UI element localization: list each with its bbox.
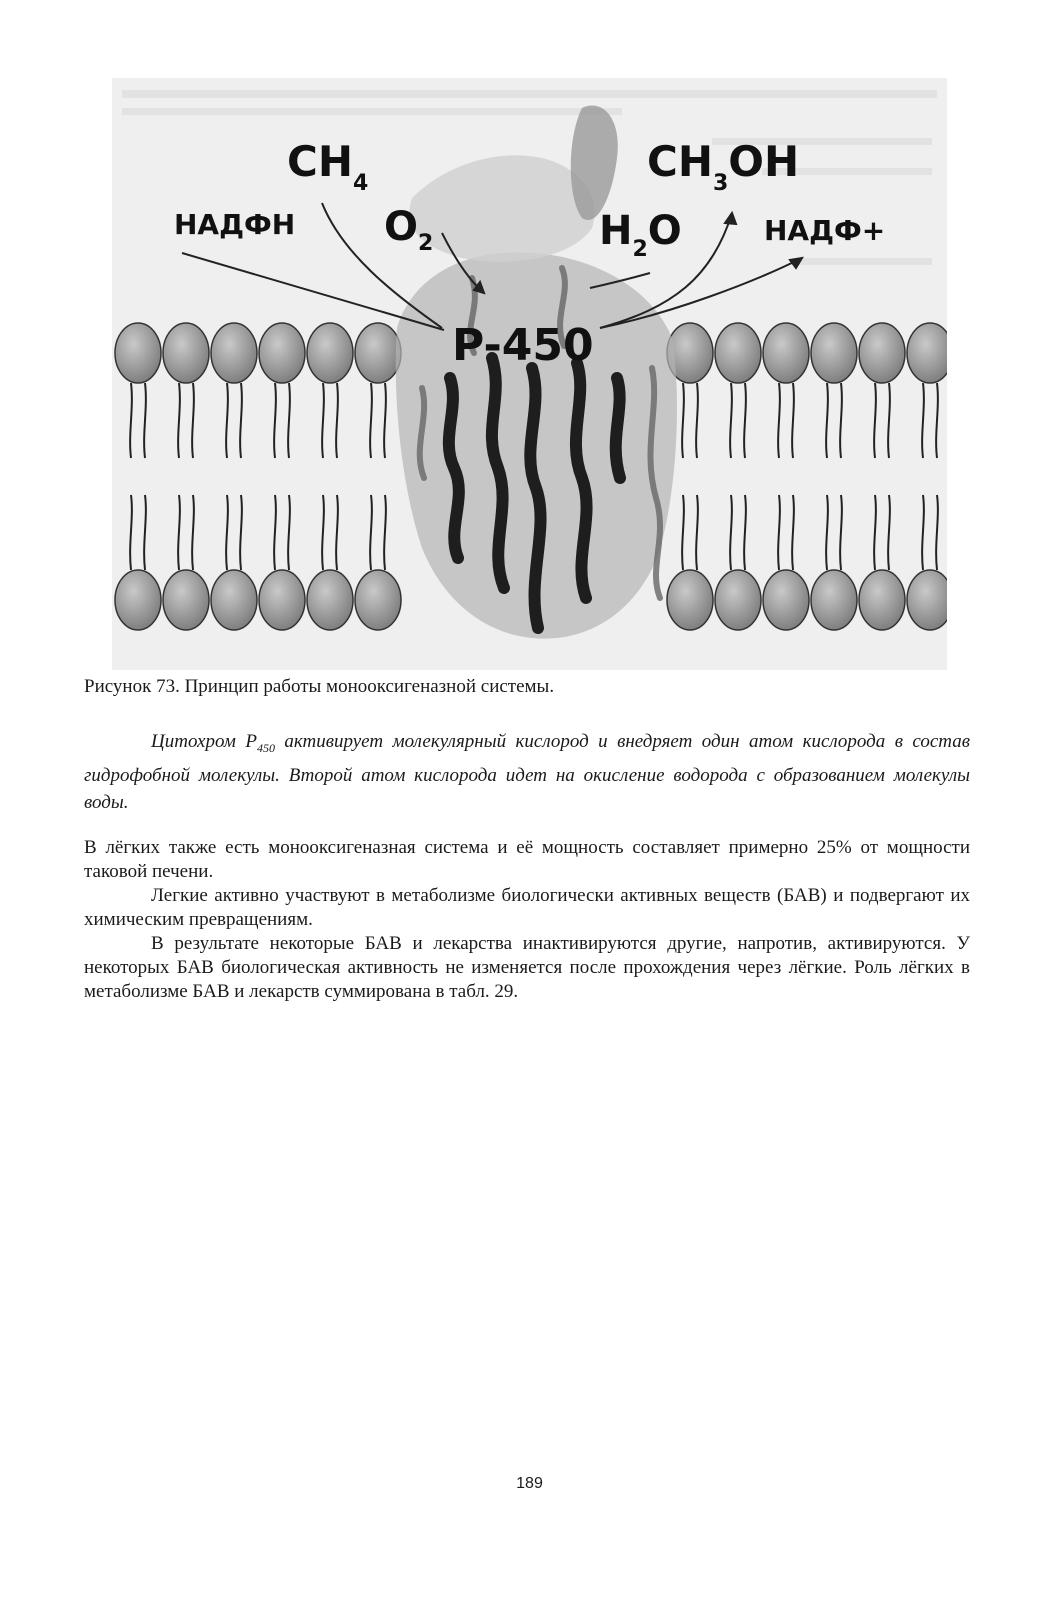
lipid-head [811,570,857,630]
lipid-head [163,570,209,630]
ch4-label: CH [287,137,353,186]
lipid-head [715,570,761,630]
ch3oh-label-a: CH [647,137,713,186]
italic-para-subscript: 450 [256,740,275,755]
lipid-head [907,323,947,383]
lipid-head [307,323,353,383]
lipid-head [763,570,809,630]
h2o-subscript: 2 [632,237,648,262]
lipid-head [859,323,905,383]
lipid-head [859,570,905,630]
lipid-head [115,570,161,630]
nadph-label: НАДФН [174,208,296,241]
lipid-head [163,323,209,383]
lipid-head [811,323,857,383]
lipid-head [211,323,257,383]
figure-caption: Рисунок 73. Принцип работы монооксигеназной системы. [84,676,555,697]
lipid-head [667,570,713,630]
ch3oh-label-b: OH [728,137,800,186]
page-number: 189 [516,1475,543,1492]
lipid-head [211,570,257,630]
paragraph-3: В результате некоторые БАВ и лекарства инактивируются другие, напротив, активируются. У некоторых БАВ биологическая активность не изменяется после прохождения через лёгкие. Роль лёгких в метаболизме БАВ и лекарств суммирована в табл. 29. [84,933,970,1002]
o2-label: O [384,204,419,250]
lipid-head [115,323,161,383]
ch4-subscript: 4 [352,171,369,196]
nadp-label: НАДФ+ [764,214,886,247]
lipid-head [259,323,305,383]
lipid-head [907,570,947,630]
lipid-head [355,323,401,383]
lipid-head [307,570,353,630]
italic-para-part2: активирует молекулярный кислород и внедряет один атом кислорода в состав гидрофобной молекулы. Второй атом кислорода идет на окисление водорода с образованием молекулы воды. [84,731,970,813]
body-text [84,836,970,1004]
lipid-head [715,323,761,383]
lipid-head [763,323,809,383]
p450-label: P-450 [452,320,594,371]
italic-paragraph [84,728,970,816]
h2o-label-a: H [599,208,633,254]
h2o-label-b: O [647,208,682,254]
membrane-p450-figure [112,78,947,670]
lipid-head [355,570,401,630]
o2-subscript: 2 [418,231,434,256]
ch3oh-subscript: 3 [712,171,729,196]
lipid-head [259,570,305,630]
paragraph-1: В лёгких также есть монооксигеназная система и её мощность составляет примерно 25% от мощности таковой печени. [84,837,970,882]
paragraph-2: Легкие активно участвуют в метаболизме биологически активных веществ (БАВ) и подвергают их химическим превращениям. [84,885,970,930]
italic-para-part1: Цитохром P [151,731,257,752]
